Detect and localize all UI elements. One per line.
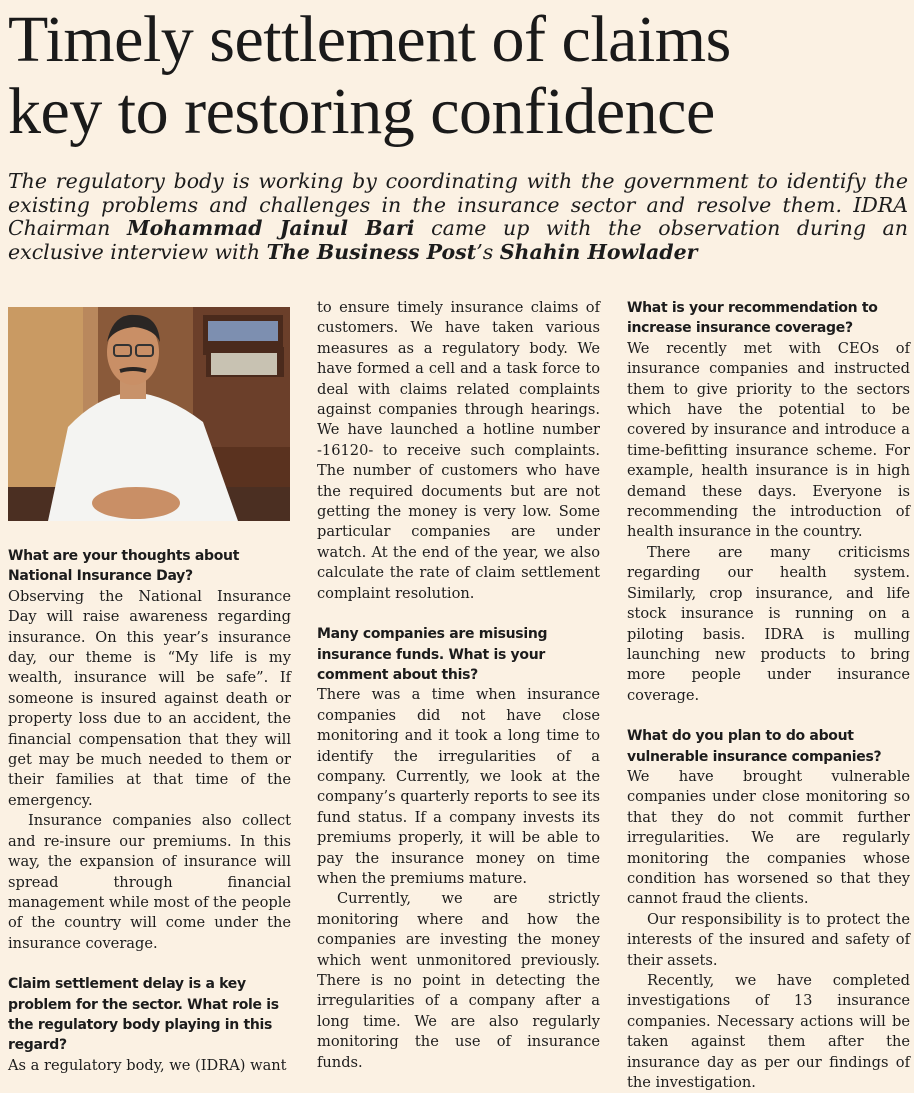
publication-name: The Business Post (266, 239, 477, 264)
deck-summary: The regulatory body is working by coordinating with the government to identify the existing problems and challenges in the insurance sector and resolve them. IDRA Chairman Mohammad Jainul Bari came up with the observation during an exclusive interview with The Business Post’s Shahin Howlader (8, 169, 908, 264)
interviewee-name: Mohammad Jainul Bari (126, 216, 415, 240)
answer-paragraph: We have brought vulnerable companies under close monitoring so that they do not commit further irregularities. We are regularly monitoring the companies whose condition has worsened so that they cannot fraud the clients. (627, 767, 910, 908)
spacer (8, 954, 291, 974)
headline (8, 4, 908, 148)
column-3 (627, 298, 910, 1093)
answer-paragraph: to ensure timely insurance claims of customers. We have taken various measures as a regulatory body. We have formed a cell and a task force to deal with claims related complaints against companies through hearings. We have launched a hotline number -16120- to receive such complaints. The number of customers who have the required documents but are not getting the money is very low. Some particular companies are under watch. At the end of the year, we also calculate the rate of claim settlement complaint resolution. (317, 299, 600, 602)
question-heading: Claim settlement delay is a key problem for the sector. What role is the regulatory body playing in this regard? (8, 976, 279, 1054)
question-heading: What is your recommendation to increase insurance coverage? (627, 300, 878, 337)
answer-paragraph: We recently met with CEOs of insurance companies and instructed them to give priority to the sectors which have the potential to be covered by insurance and introduce a time-befitting insurance scheme. For example, health insurance is in high demand these days. Everyone is recommending the introduction of health insurance in the country. (627, 339, 910, 541)
answer-paragraph: Observing the National Insurance Day will raise awareness regarding insurance. On this year’s insurance day, our theme is “My life is my wealth, insurance will be safe”. If someone is insured against death or property loss due to an accident, the financial compensation that they will get may be much needed to them or their families at that time of the emergency. (8, 587, 291, 809)
headline-line-2: key to restoring confidence (8, 75, 715, 148)
question-heading: What do you plan to do about vulnerable insurance companies? (627, 728, 882, 765)
answer-paragraph: Our responsibility is to protect the interests of the insured and safety of their assets. (627, 910, 910, 969)
answer-paragraph: There was a time when insurance companies did not have close monitoring and it took a long time to identify the irregularities of a company. Currently, we look at the company’s quarterly reports to see its fund status. If a company invests its premiums properly, it will be able to pay the insurance money on time when the premiums mature. (317, 686, 600, 887)
interviewer-name: Shahin Howlader (499, 239, 698, 264)
spacer (627, 706, 910, 726)
column-1 (8, 546, 291, 1076)
interviewee-photo (8, 307, 290, 521)
answer-paragraph: As a regulatory body, we (IDRA) want (8, 1056, 287, 1074)
headline-line-1: Timely settlement of claims (8, 3, 731, 76)
question-heading: What are your thoughts about National Insurance Day? (8, 548, 240, 585)
question-heading: Many companies are misusing insurance funds. What is your comment about this? (317, 626, 548, 683)
answer-paragraph: Insurance companies also collect and re-insure our premiums. In this way, the expansion of insurance will spread through financial management while most of the people of the country will come under the insurance coverage. (8, 812, 291, 952)
spacer (317, 604, 600, 624)
answer-paragraph: Recently, we have completed investigations of 13 insurance companies. Necessary actions will be taken against them after the insurance day as per our findings of the investigation. (627, 972, 910, 1092)
answer-paragraph: Currently, we are strictly monitoring where and how the companies are investing the money which went unmonitored previously. There is no point in detecting the irregularities of a company after a long time. We are also regularly monitoring the use of insurance funds. (317, 890, 600, 1071)
column-2 (317, 298, 600, 1073)
answer-paragraph: There are many criticisms regarding our health system. Similarly, crop insurance, and life stock insurance is running on a piloting basis. IDRA is mulling launching new products to bring more people under insurance coverage. (627, 543, 910, 704)
portrait-illustration (8, 307, 290, 521)
